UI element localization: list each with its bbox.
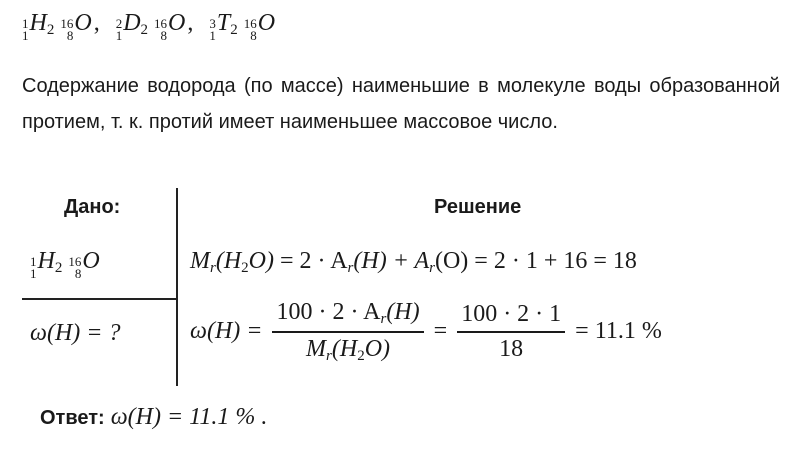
protium-water-formula: 1 1 $H_2$ 16 8 O, xyxy=(22,10,100,43)
tritium-water-formula: 3 1 $T_2$ 16 8 O xyxy=(209,10,276,43)
molar-mass-equation: $M_r(H_2O) = 2 \cdot A_r(H) + A_r(O) = 2 \cdot 1 + 16 = 18$ xyxy=(190,248,637,276)
isotope-formulas xyxy=(22,10,275,42)
mass-fraction-equation: ω(H) = $\frac{100 \cdot 2 \cdot A_r(H)}{M_r(H_2O)}$ = $\frac{100 \cdot 2 \cdot 1}{18}$ = 11.1 % xyxy=(190,299,662,364)
table-vertical-divider xyxy=(176,188,178,386)
fraction-formula: $\frac{100 \cdot 2 \cdot A_r(H)}{M_r(H_2O)}$ xyxy=(272,299,423,365)
deuterium-water-formula: 2 1 $D_2$ 16 8 O, xyxy=(115,10,194,43)
given-header: Дано: xyxy=(64,196,121,218)
table-horizontal-divider xyxy=(22,298,177,300)
given-formula: 1 1 $H_2$ 16 8 O xyxy=(30,248,100,281)
answer-value: ω(H) = 11.1 % . xyxy=(110,404,268,430)
given-question: ω(H) = ? xyxy=(30,320,121,346)
answer-label: Ответ: xyxy=(40,407,105,429)
answer-line xyxy=(40,404,267,431)
fraction-numeric: $\frac{100 \cdot 2 \cdot 1}{18}$ xyxy=(457,301,565,363)
explanation-paragraph: Содержание водорода (по массе) наименьшие в молекуле воды образованной протием, т. к. протий имеет наименьшее массовое число. xyxy=(22,75,780,133)
solution-header: Решение xyxy=(434,196,522,218)
